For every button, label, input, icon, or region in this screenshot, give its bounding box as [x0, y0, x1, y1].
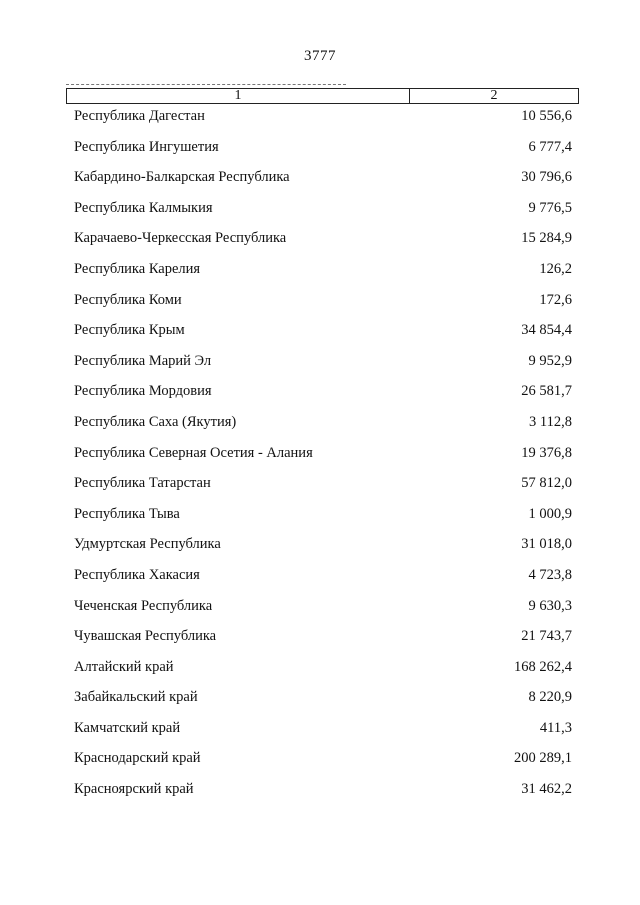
- region-name: Кабардино-Балкарская Республика: [74, 169, 290, 186]
- region-value: 15 284,9: [521, 230, 572, 247]
- region-value: 57 812,0: [521, 475, 572, 492]
- table-row: [0, 473, 640, 504]
- region-name: Чеченская Республика: [74, 597, 213, 614]
- region-value: 9 630,3: [528, 597, 572, 614]
- region-value: 26 581,7: [521, 383, 572, 400]
- region-name: Республика Северная Осетия - Алания: [74, 444, 313, 461]
- table-row: [0, 565, 640, 596]
- region-value: 411,3: [539, 719, 572, 736]
- region-value: 168 262,4: [514, 658, 572, 675]
- region-value: 126,2: [539, 260, 572, 277]
- region-name: Карачаево-Черкесская Республика: [74, 230, 287, 247]
- region-value: 4 723,8: [528, 566, 572, 583]
- region-name: Республика Крым: [74, 322, 185, 339]
- region-name: Республика Тыва: [74, 505, 180, 522]
- region-name: Республика Хакасия: [74, 566, 200, 583]
- table-row: [0, 596, 640, 627]
- page-number: 3777: [304, 48, 336, 64]
- region-value: 3 112,8: [529, 413, 572, 430]
- table-row: [0, 718, 640, 749]
- region-name: Республика Марий Эл: [74, 352, 212, 369]
- table-row: [0, 687, 640, 718]
- table-row: [0, 534, 640, 565]
- column-header-2: 2: [490, 88, 498, 103]
- region-name: Чувашская Республика: [74, 628, 217, 645]
- table-row: [0, 259, 640, 290]
- table-row: [0, 626, 640, 657]
- region-value: 21 743,7: [521, 628, 572, 645]
- region-name: Республика Ингушетия: [74, 138, 219, 155]
- table-row: [0, 167, 640, 198]
- table-row: [0, 381, 640, 412]
- table-row: [0, 198, 640, 229]
- table-body: [0, 106, 640, 810]
- table-row: [0, 779, 640, 810]
- region-name: Краснодарский край: [74, 750, 201, 767]
- table-row: [0, 320, 640, 351]
- table-row: [0, 748, 640, 779]
- table-row: [0, 137, 640, 168]
- region-name: Республика Дагестан: [74, 108, 205, 124]
- region-value: 8 220,9: [528, 689, 572, 706]
- table-row: [0, 657, 640, 688]
- table-row: [0, 412, 640, 443]
- region-value: 1 000,9: [528, 505, 572, 522]
- region-name: Камчатский край: [74, 719, 181, 736]
- region-value: 19 376,8: [521, 444, 572, 461]
- region-value: 31 018,0: [521, 536, 572, 553]
- region-value: 172,6: [539, 291, 572, 308]
- table-row: [0, 106, 640, 137]
- region-name: Республика Татарстан: [74, 475, 211, 492]
- region-name: Республика Саха (Якутия): [74, 413, 237, 430]
- region-value: 31 462,2: [521, 781, 572, 798]
- table-row: [0, 290, 640, 321]
- region-name: Республика Калмыкия: [74, 199, 213, 216]
- region-name: Республика Мордовия: [74, 383, 212, 400]
- region-name: Забайкальский край: [74, 689, 198, 706]
- region-name: Удмуртская Республика: [74, 536, 221, 553]
- table-row: [0, 351, 640, 382]
- region-value: 6 777,4: [528, 138, 572, 155]
- region-name: Республика Карелия: [74, 260, 201, 277]
- region-value: 30 796,6: [521, 169, 572, 186]
- region-name: Красноярский край: [74, 781, 194, 798]
- region-value: 34 854,4: [521, 322, 572, 339]
- region-value: 10 556,6: [521, 108, 572, 124]
- table-row: [0, 228, 640, 259]
- region-value: 200 289,1: [514, 750, 572, 767]
- table-header: [66, 88, 579, 104]
- table-row: [0, 443, 640, 474]
- column-header-1: 1: [67, 89, 410, 103]
- region-name: Республика Коми: [74, 291, 182, 308]
- region-name: Алтайский край: [74, 658, 174, 675]
- region-value: 9 952,9: [528, 352, 572, 369]
- region-value: 9 776,5: [528, 199, 572, 216]
- table-row: [0, 504, 640, 535]
